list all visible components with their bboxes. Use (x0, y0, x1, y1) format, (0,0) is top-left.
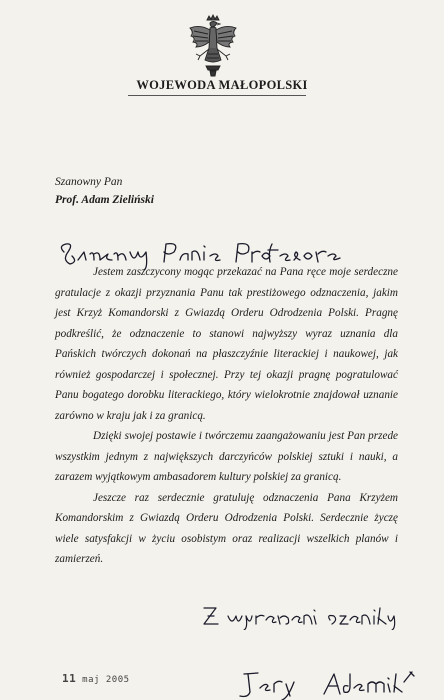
date-stamp-day: 11 (62, 672, 77, 685)
paragraph-1: Jestem zaszczycony mogąc przekazać na Pana ręce moje serdeczne gratulacje z okazji przyznania Panu tak prestiżowego odznaczenia, jakim jest Krzyż Komandorski z Gwiazdą Orderu Odrodzenia Polski. Pragnę podkreślić, że odznaczenie to stanowi najwyższy wyraz uznania dla Pańskich twórczych dokonań na płaszczyźnie literackiej i naukowej, jak również gospodarczej i społecznej. Przy tej okazji pragnę pogratulować Panu bogatego dorobku literackiego, który wielokrotnie znajdował uznanie zarówno w kraju jak i za granicą. (55, 266, 398, 422)
handwritten-closing (200, 600, 410, 630)
date-stamp (62, 672, 130, 685)
paragraph-2: Dzięki swojej postawie i twórczemu zaangażowaniu jest Pan przede wszystkim jednym z największych darczyńców polskiej sztuki i nauki, a zarazem wyjątkowym ambasadorem kultury polskiej za granicą. (55, 430, 398, 483)
handwritten-signature (236, 668, 426, 700)
date-stamp-month: maj (82, 675, 100, 685)
date-stamp-year: 2005 (105, 675, 130, 685)
heading-divider (128, 95, 306, 96)
office-heading: WOJEWODA MAŁOPOLSKI (136, 78, 308, 92)
letter-body (55, 262, 398, 570)
recipient-name: Prof. Adam Zieliński (55, 194, 154, 206)
recipient-greeting: Szanowny Pan (55, 176, 123, 188)
polish-eagle-emblem-icon (186, 14, 240, 78)
paragraph-3: Jeszcze raz serdecznie gratuluję odznaczenia Pana Krzyżem Komandorskim z Gwiazdą Orderu Odrodzenia Polski. Serdecznie życzę wiele satysfakcji w życiu osobistym oraz realizacji wszelkich planów i zamierzeń. (55, 491, 398, 565)
